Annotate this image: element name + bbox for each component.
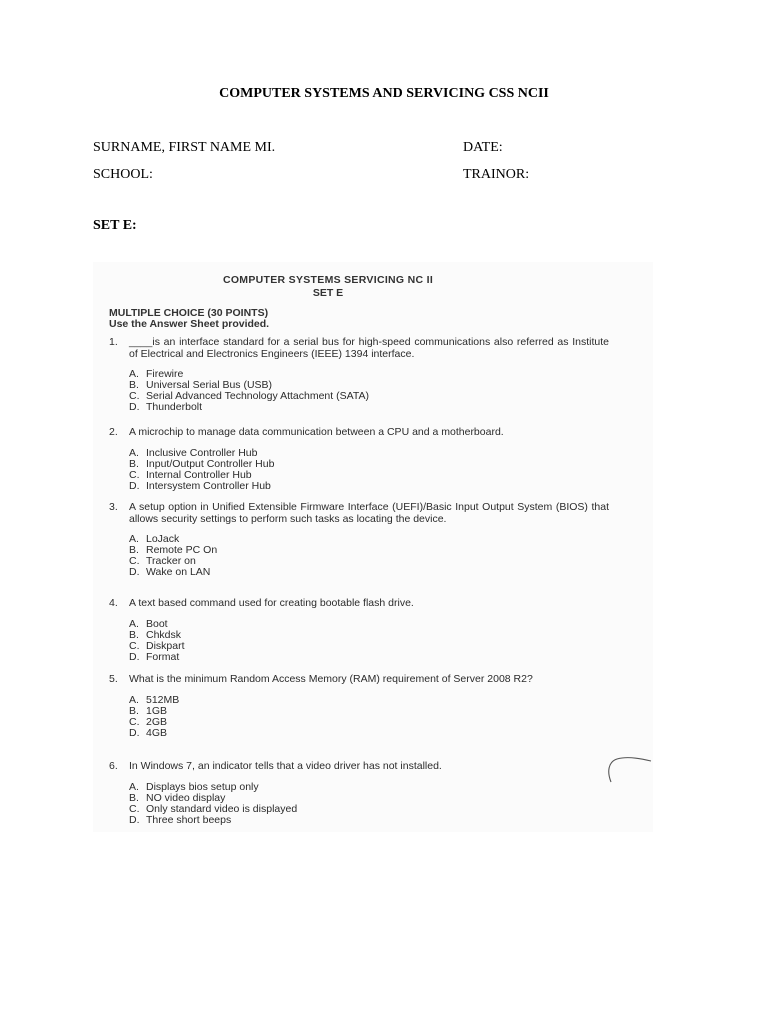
option-text: 4GB: [146, 726, 168, 739]
option-letter: C.: [129, 555, 140, 567]
date-label: DATE:: [463, 140, 503, 155]
option-text: Boot: [146, 617, 168, 630]
question-number: 4.: [109, 597, 118, 609]
question-5: [109, 674, 609, 739]
answer-option: [129, 545, 609, 556]
option-letter: D.: [129, 813, 140, 826]
option-letter: C.: [129, 390, 140, 402]
option-text: Tracker on: [146, 555, 196, 567]
answer-option: [129, 481, 609, 492]
option-text: 2GB: [146, 715, 168, 728]
option-text: Three short beeps: [146, 813, 232, 826]
option-letter: C.: [129, 639, 140, 652]
scan-subtitle: SET E: [312, 287, 344, 299]
answer-option: [129, 641, 609, 652]
set-label: SET E:: [93, 218, 137, 233]
mc-heading: MULTIPLE CHOICE (30 POINTS): [109, 307, 269, 319]
school-label: SCHOOL:: [93, 167, 153, 182]
answer-option: [129, 402, 609, 413]
option-text: Remote PC On: [146, 544, 218, 556]
answer-option: [129, 695, 609, 706]
mc-instruction: Use the Answer Sheet provided.: [109, 318, 270, 330]
answer-option: [129, 728, 609, 739]
question-number: 2.: [109, 426, 118, 438]
question-3: [109, 502, 609, 578]
answer-option: [129, 619, 609, 630]
document-title: COMPUTER SYSTEMS AND SERVICING CSS NCII: [219, 86, 549, 101]
option-letter: A.: [129, 533, 139, 545]
question-text: ____is an interface standard for a serial bus for high-speed communications also referred as Institute of Electrical and Electronics Engineers (IEEE) 1394 interface.: [129, 336, 609, 360]
question-text: A microchip to manage data communication between a CPU and a motherboard.: [129, 426, 504, 438]
option-letter: D.: [129, 479, 140, 492]
question-number: 5.: [109, 673, 118, 685]
option-letter: B.: [129, 704, 139, 717]
question-number: 3.: [109, 501, 118, 513]
option-letter: B.: [129, 544, 139, 556]
option-letter: C.: [129, 468, 140, 481]
answer-option: [129, 630, 609, 641]
option-text: 1GB: [146, 704, 168, 717]
option-list: [129, 695, 609, 739]
question-6: [109, 761, 609, 826]
option-list: [129, 782, 609, 826]
option-text: Only standard video is displayed: [146, 802, 298, 815]
option-list: [129, 534, 609, 578]
answer-option: [129, 717, 609, 728]
option-letter: B.: [129, 791, 139, 804]
answer-option: [129, 567, 609, 578]
answer-option: [129, 652, 609, 663]
option-letter: B.: [129, 628, 139, 641]
option-letter: D.: [129, 401, 140, 413]
option-text: Inclusive Controller Hub: [146, 446, 258, 459]
option-text: Serial Advanced Technology Attachment (SATA): [146, 390, 369, 402]
option-list: [129, 369, 609, 413]
option-text: Input/Output Controller Hub: [146, 457, 275, 470]
option-letter: A.: [129, 617, 139, 630]
question-1: [109, 337, 609, 413]
answer-option: [129, 706, 609, 717]
option-text: Diskpart: [146, 639, 185, 652]
option-text: Format: [146, 650, 180, 663]
option-text: NO video display: [146, 791, 226, 804]
question-number: 6.: [109, 760, 118, 772]
option-letter: A.: [129, 693, 139, 706]
option-letter: D.: [129, 650, 140, 663]
option-letter: D.: [129, 726, 140, 739]
trainor-label: TRAINOR:: [463, 167, 530, 182]
question-2: [109, 427, 609, 492]
answer-option: [129, 815, 609, 826]
option-letter: B.: [129, 457, 139, 470]
option-text: 512MB: [146, 693, 180, 706]
option-list: [129, 619, 609, 663]
question-text: A setup option in Unified Extensible Firmware Interface (UEFI)/Basic Input Output System (BIOS) that allows security settings to perform such tasks as locating the device.: [129, 501, 609, 525]
option-letter: B.: [129, 379, 139, 391]
option-letter: D.: [129, 566, 140, 578]
option-letter: A.: [129, 368, 139, 380]
handwritten-check-mark: [605, 754, 653, 784]
question-4: [109, 598, 609, 663]
option-letter: A.: [129, 446, 139, 459]
option-list: [129, 448, 609, 492]
option-text: Universal Serial Bus (USB): [146, 379, 273, 391]
option-text: Chkdsk: [146, 628, 182, 641]
question-number: 1.: [109, 336, 118, 348]
option-text: Firewire: [146, 368, 184, 380]
option-text: Intersystem Controller Hub: [146, 479, 271, 492]
question-text: A text based command used for creating bootable flash drive.: [129, 597, 414, 609]
question-text: What is the minimum Random Access Memory (RAM) requirement of Server 2008 R2?: [129, 673, 533, 685]
name-label: SURNAME, FIRST NAME MI.: [93, 140, 276, 155]
scan-title: COMPUTER SYSTEMS SERVICING NC II: [222, 274, 434, 286]
option-text: LoJack: [146, 533, 180, 545]
option-letter: A.: [129, 780, 139, 793]
option-letter: C.: [129, 802, 140, 815]
option-text: Internal Controller Hub: [146, 468, 252, 481]
option-letter: C.: [129, 715, 140, 728]
option-text: Wake on LAN: [146, 566, 211, 578]
question-text: In Windows 7, an indicator tells that a video driver has not installed.: [129, 760, 442, 772]
option-text: Thunderbolt: [146, 401, 203, 413]
option-text: Displays bios setup only: [146, 780, 259, 793]
scanned-test-image: [93, 262, 653, 832]
